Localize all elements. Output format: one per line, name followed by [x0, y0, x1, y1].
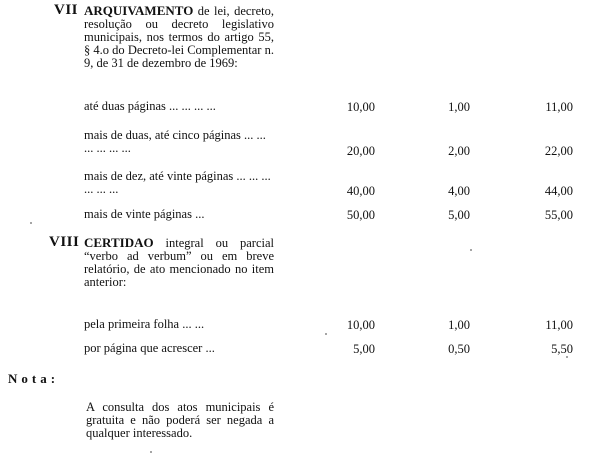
fee-value-2: 1,00 — [448, 318, 470, 332]
fee-value-2: 5,00 — [448, 208, 470, 222]
item-description-text: integral ou parcial “verbo ad verbum” ou em breve relatório, de ato mencionado no item anterior: — [84, 236, 274, 289]
scan-speck — [470, 249, 472, 251]
item-heading: CERTIDAO — [84, 235, 154, 250]
fee-row-label: por página que acrescer ... — [84, 341, 215, 355]
item-description — [84, 236, 274, 289]
item-heading: ARQUIVAMENTO — [84, 3, 194, 18]
scan-speck — [150, 451, 152, 453]
note-heading: Nota: — [8, 371, 60, 386]
fee-value-2: 4,00 — [448, 184, 470, 198]
item-description-text: de lei, decreto, resolução ou decreto legislativo municipais, nos termos do artigo 55, § 4.o do Decreto-lei Complementar n. 9, de 31 de dezembro de 1969: — [84, 4, 274, 70]
fee-row-label: mais de vinte páginas ... — [84, 207, 205, 221]
note-text: A consulta dos atos municipais é gratuita e não poderá ser negada a qualquer interessado. — [86, 400, 274, 440]
fee-value-1: 10,00 — [346, 100, 375, 114]
fee-value-1: 40,00 — [346, 184, 375, 198]
fee-row-label: pela primeira folha ... ... — [84, 317, 205, 331]
scan-speck — [566, 356, 568, 358]
fee-value-3: 5,50 — [551, 342, 573, 356]
fee-value-3: 11,00 — [545, 100, 573, 114]
scan-speck — [30, 222, 32, 224]
fee-value-3: 55,00 — [544, 208, 573, 222]
fee-value-2: 0,50 — [448, 342, 470, 356]
scan-speck — [325, 333, 327, 335]
fee-row-label: mais de duas, até cinco páginas ... ... ... ... ... ... — [84, 128, 266, 155]
fee-value-1: 10,00 — [346, 318, 375, 332]
fee-row-label: mais de dez, até vinte páginas ... ... ... ... ... ... — [84, 169, 271, 196]
fee-value-2: 2,00 — [448, 144, 470, 158]
fee-row-label: até duas páginas ... ... ... ... — [84, 99, 216, 113]
item-number: VIII — [49, 234, 80, 250]
item-description — [84, 4, 274, 70]
fee-value-1: 50,00 — [346, 208, 375, 222]
item-number: VII — [54, 2, 79, 18]
fee-value-3: 22,00 — [544, 144, 573, 158]
fee-value-3: 11,00 — [545, 318, 573, 332]
fee-value-2: 1,00 — [448, 100, 470, 114]
fee-value-3: 44,00 — [544, 184, 573, 198]
fee-value-1: 5,00 — [353, 342, 375, 356]
fee-value-1: 20,00 — [346, 144, 375, 158]
